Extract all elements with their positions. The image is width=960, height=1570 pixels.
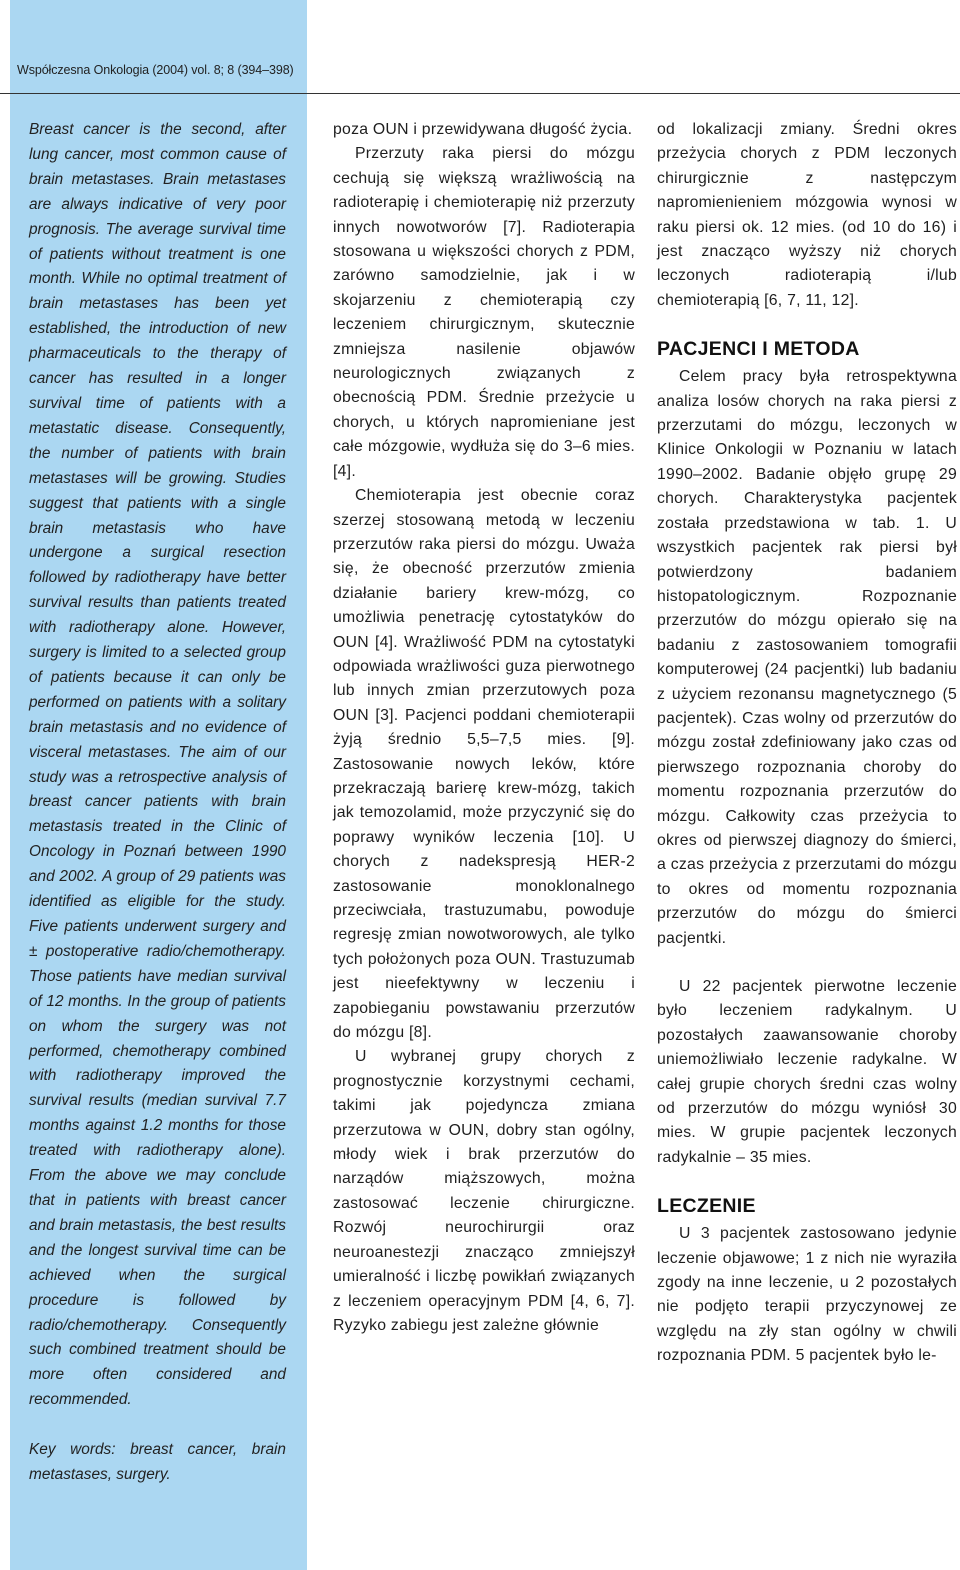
paragraph-surgery: U wybranej grupy chorych z prognostycznie korzystnymi cechami, takimi jak pojedyncza zmiana przerzutowa w OUN, dobry stan ogólny, młody wiek i brak przerzutów do narządów miąższowych, można zastosować leczenie chirurgiczne. Rozwój neurochirurgii oraz neuroanestezji znacząco zmniejszył umieralność i liczbę powikłań związanych z leczeniem operacyjnym PDM [4, 6, 7]. Ryzyko zabiegu jest zależne głównie bbox=[333, 1048, 635, 1334]
abstract-keywords: Key words: breast cancer, brain metastases, surgery. bbox=[29, 1441, 286, 1484]
english-abstract bbox=[29, 118, 286, 1488]
header-rule bbox=[0, 93, 960, 94]
paragraph-study-aim: Celem pracy była retrospektywna analiza losów chorych na raka piersi z przerzutami do mózgu, leczonych w Klinice Onkologii w Poznaniu w latach 1990–2002. Badanie objęło grupę 29 chorych. Charakterystyka pacjentek została przedstawiona w tab. 1. U wszystkich pacjentek rak piersi był potwierdzony badaniem histopatologicznym. Rozpoznanie przerzutów do mózgu opierało się na badaniu z zastosowaniem tomografii komputerowej (24 pacjentki) lub badaniu z użyciem rezonansu magnetycznego (5 pacjentek). Czas wolny od przerzutów do mózgu został zdefiniowany jako czas od pierwszego rozpoznania choroby do momentu rozpoznania przerzutów do mózgu. Całkowity czas przeżycia to okres od pierwszej diagnozy do śmierci, a czas przeżycia z przerzutami do mózgu to okres od momentu rozpoznania przerzutów do mózgu do śmierci pacjentki. bbox=[657, 368, 957, 947]
paragraph-primary-treatment: U 22 pacjentek pierwotne leczenie było leczeniem radykalnym. U pozostałych zaawansowanie choroby uniemożliwiało leczenie radykalne. W całej grupie chorych średni czas wolny od przerzutów do mózgu wyniósł 30 mies. W grupie pacjentek leczonych radykalnie – 35 mies. bbox=[657, 978, 957, 1166]
paragraph-continuation: poza OUN i przewidywana długość życia. bbox=[333, 121, 633, 138]
paragraph-treatment: U 3 pacjentek zastosowano jedynie leczenie objawowe; 1 z nich nie wyraziła zgody na inne leczenie, u 2 pozostałych nie podjęto terapii przyczynowej ze względu na zły stan ogólny w chwili rozpoznania PDM. 5 pacjentek było le- bbox=[657, 1225, 957, 1365]
body-column-1 bbox=[333, 118, 635, 1338]
paragraph-radiotherapy: Przerzuty raka piersi do mózgu cechują się większą wrażliwością na radioterapię i chemioterapię niż przerzuty innych nowotworów [7]. Radioterapia stosowana u większości chorych z PDM, zarówno samodzielnie, jak i w skojarzeniu z chemioterapią czy leczeniem chirurgicznym, skutecznie zmniejsza nasilenie objawów neurologicznych związanych z obecnością PDM. Średnie przeżycie u chorych, u których napromieniane jest całe mózgowie, wydłuża się do 3–6 mies. [4]. bbox=[333, 145, 635, 480]
journal-citation: Współczesna Onkologia (2004) vol. 8; 8 (394–398) bbox=[17, 63, 294, 77]
paragraph-continuation: od lokalizacji zmiany. Średni okres przeżycia chorych z PDM leczonych chirurgicznie z następczym napromienieniem mózgowia wynosi w raku piersi ok. 12 mies. (od 10 do 16) i jest znacząco wyższy niż chorych leczonych radioterapią i/lub chemioterapią [6, 7, 11, 12]. bbox=[657, 121, 957, 309]
body-column-2 bbox=[657, 118, 957, 1369]
section-heading-patients-methods: PACJENCI I METODA bbox=[657, 338, 860, 361]
paragraph-chemotherapy: Chemioterapia jest obecnie coraz szerzej stosowaną metodą w leczeniu przerzutów raka piersi do mózgu. Uważa się, że obecność przerzutów zmienia działanie bariery krew-mózg, co umożliwia penetrację cytostatyków do OUN [4]. Wrażliwość PDM na cytostatyki odpowiada wrażliwości guza pierwotnego lub innych zmian przerzutowych poza OUN [3]. Pacjenci poddani chemioterapii żyją średnio 5,5–7,5 mies. [9]. Zastosowanie nowych leków, które przekraczają barierę krew-mózg, takich jak temozolamid, może przyczynić się do poprawy wyników leczenia [10]. U chorych z nadekspresją HER-2 zastosowanie monoklonalnego przeciwciała, trastuzumabu, powoduje regresję zmian nowotworowych, ale tylko tych położonych poza OUN. Trastuzumab jest nieefektywny w leczeniu i zapobieganiu powstawaniu przerzutów do mózgu [8]. bbox=[333, 487, 635, 1042]
section-heading-treatment: LECZENIE bbox=[657, 1195, 756, 1218]
abstract-text: Breast cancer is the second, after lung cancer, most common cause of brain metastases. Brain metastases are always indicative of very poor prognosis. The average survival time of patients without treatment is one month. While no optimal treatment of brain metastases has been yet established, the introduction of new pharmaceuticals to the therapy of cancer has resulted in a longer survival time of patients with a metastatic disease. Consequently, the number of patients with brain metastases will be growing. Studies suggest that patients with a single brain metastasis who have undergone a surgical resection followed by radiotherapy have better survival results than patients treated with radiotherapy alone. However, surgery is limited to a selected group of patients because it can only be performed on patients with a solitary brain metastasis and no evidence of visceral metastases. The aim of our study was a retrospective analysis of breast cancer patients with brain metastasis treated in the Clinic of Oncology in Poznań between 1990 and 2002. A group of 29 patients was identified as eligible for the study. Five patients underwent surgery and ± postoperative radio/chemotherapy. Those patients have median survival of 12 months. In the group of patients on whom the surgery was not performed, chemotherapy combined with radiotherapy improved the survival results (median survival 7.7 months against 1.2 months for those treated with radiotherapy alone). From the above we may conclude that in patients with breast cancer and brain metastasis, the best results and the longest survival time can be achieved when the surgical procedure is followed by radio/chemotherapy. Consequently such combined treatment should be more often considered and recommended. bbox=[29, 121, 286, 1409]
